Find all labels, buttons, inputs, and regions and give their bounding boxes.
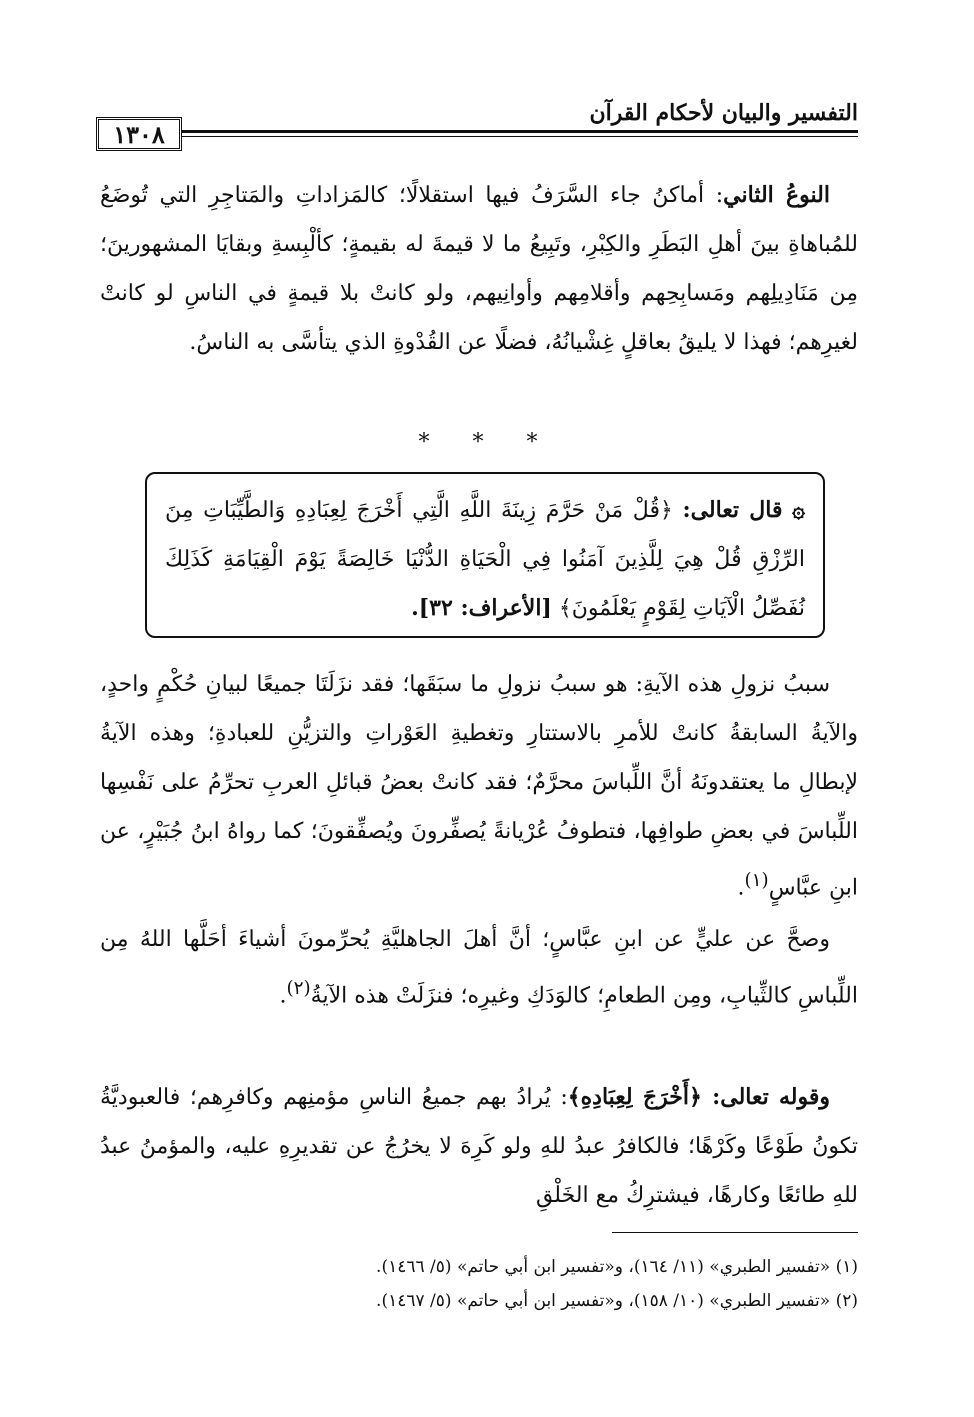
footnotes (100, 1250, 858, 1318)
commentary-heading: وقوله تعالى: ﴿أَخْرَجَ لِعِبَادِهِ﴾ (567, 1084, 830, 1110)
section-separator: * * * (418, 430, 556, 455)
page-header (96, 100, 858, 154)
paragraph-text: وصحَّ عن عليٍّ عن ابنِ عبَّاسٍ؛ أنَّ أهلَ الجاهليَّةِ يُحرِّمونَ أشياءَ أحَلَّها اللهُ مِن اللِّباسِ كالثِّيابِ، ومِن الطعامِ؛ كالوَدَكِ وغيرِه؛ فنزَلَتْ هذه الآيةُ (100, 927, 858, 1009)
paragraph (100, 915, 858, 1020)
paragraph (100, 660, 858, 912)
page-number: ١٣٠٨ (96, 117, 182, 151)
paragraph-reason-of-revelation (100, 660, 858, 912)
section-second-type (100, 171, 858, 367)
verse-box (145, 472, 825, 638)
paragraph-commentary (100, 1073, 858, 1220)
paragraph-end: . (279, 983, 287, 1009)
footnote-marker[interactable]: (١) (744, 870, 769, 891)
header-rule (96, 130, 858, 133)
paragraph-text: سببُ نزولِ هذه الآيةِ: هو سببُ نزولِ ما سبَقَها؛ فقد نزَلَتَا جميعًا لبيانِ حُكْمٍ واحدٍ، والآيةُ السابقةُ كانتْ للأمرِ بالاستتارِ وتغطيةِ العَوْراتِ والتزيُّنِ للعبادةِ؛ وهذه الآيةُ لإبطالِ ما يعتقدونَهُ أنَّ اللِّباسَ محرَّمٌ؛ فقد كانتْ بعضُ قبائلِ العربِ تحرِّمُ على نَفْسِها اللِّباسَ في بعضِ طوافِها، فتطوفُ عُرْيانةً يُصفِّرونَ ويُصفِّقونَ؛ كما رواهُ ابنُ جُبَيْرٍ، عن ابنِ عبَّاسٍ (100, 672, 858, 901)
verse-text: ﴿قُلْ مَنْ حَرَّمَ زِينَةَ اللَّهِ الَّتِي أَخْرَجَ لِعِبَادِهِ وَالطَّيِّبَاتِ مِنَ الرِّزْقِ قُلْ هِيَ لِلَّذِينَ آمَنُوا فِي الْحَيَاةِ الدُّنْيَا خَالِصَةً يَوْمَ الْقِيَامَةِ كَذَلِكَ نُفَصِّلُ الْآيَاتِ لِقَوْمٍ يَعْلَمُونَ﴾ (165, 498, 805, 621)
verse-intro: قال تعالى: (682, 497, 783, 523)
verse-marker-icon: ۞ (792, 497, 805, 523)
paragraph-ali-narration (100, 915, 858, 1020)
paragraph-end: . (737, 875, 745, 901)
running-title: التفسير والبيان لأحكام القرآن (581, 100, 858, 126)
footnote-rule (612, 1232, 858, 1233)
footnote-marker[interactable]: (٢) (286, 978, 311, 999)
paragraph (100, 1073, 858, 1220)
header-rule-thin (96, 136, 858, 137)
footnote-item: (١) «تفسير الطبري» (١١/ ١٦٤)، و«تفسير ابن أبي حاتم» (٥/ ١٤٦٦). (376, 1257, 858, 1277)
verse-reference: [الأعراف: ٣٢]. (411, 595, 552, 621)
paragraph-text: : يُرادُ بهم جميعُ الناسِ مؤمنِهم وكافرِهم؛ فالعبوديَّةُ تكونُ طَوْعًا وكَرْهًا؛ فالكافرُ عبدُ للهِ ولو كَرِهَ لا يخرُجُ عن تقديرِهِ عليه، والمؤمنُ عبدُ للهِ طائعًا وكارهًا، فيشترِكُ مع الخَلْقِ (100, 1085, 858, 1208)
paragraph (100, 171, 858, 367)
paragraph-text: : أماكنُ جاء السَّرَفُ فيها استقلالًا؛ كالمَزاداتِ والمَتاجِرِ التي تُوضَعُ للمُباهاةِ بينَ أهلِ البَطَرِ والكِبْرِ، وتَبِيعُ ما لا قيمةَ له بقيمةٍ؛ كألْبِسةِ وبقايَا المشهورينَ؛ مِن مَنَادِيلِهم ومَسابِحِهم وأقلامِهم وأوانِيهم، ولو كانتْ بلا قيمةٍ في الناسِ لو كانتْ لغيرِهم؛ فهذا لا يليقُ بعاقلٍ غِشْيانُهُ، فضلًا عن القُدْوةِ الذي يتأسَّى به الناسُ. (100, 183, 859, 355)
footnote-item: (٢) «تفسير الطبري» (١٠/ ١٥٨)، و«تفسير ابن أبي حاتم» (٥/ ١٤٦٧). (376, 1291, 858, 1311)
section-heading: النوعُ الثاني (723, 182, 830, 208)
